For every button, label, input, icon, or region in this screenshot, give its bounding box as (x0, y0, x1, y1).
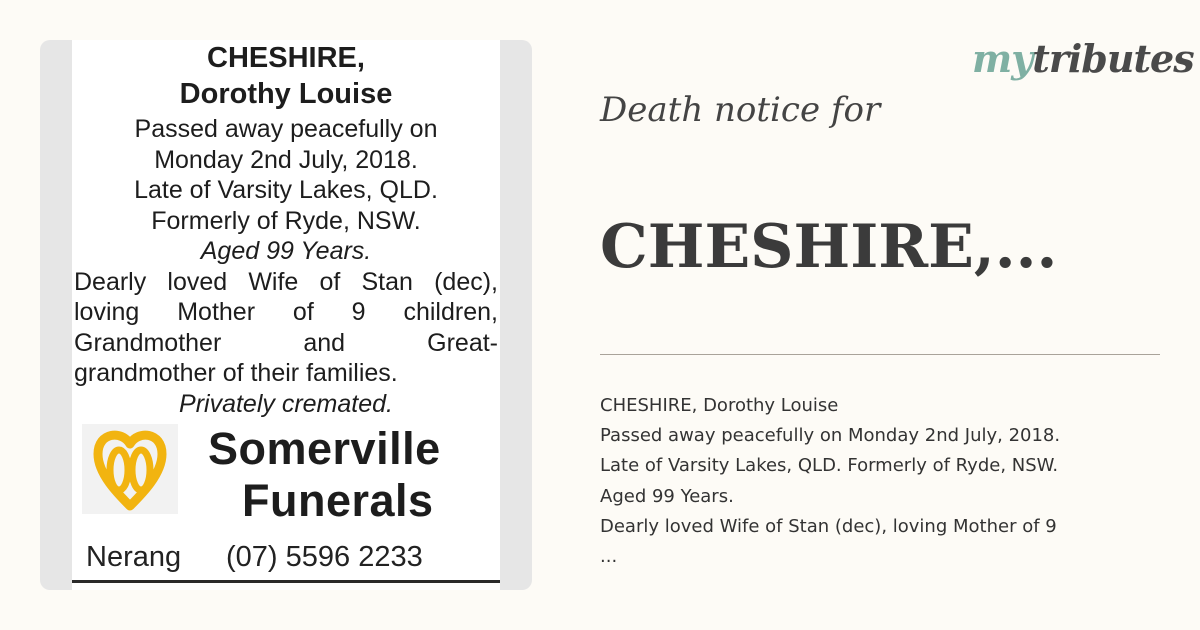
notice-line (74, 267, 498, 298)
notice-word: (dec), (434, 267, 498, 296)
funeral-home-contact (86, 540, 423, 574)
notice-excerpt (600, 391, 1180, 572)
excerpt-line: Passed away peacefully on Monday 2nd July, 2018. (600, 425, 1061, 447)
logo-my: my (972, 36, 1033, 81)
funeral-home-town: Nerang (86, 541, 182, 573)
notice-line: Formerly of Ryde, NSW. (151, 206, 421, 235)
notice-word: loved (167, 267, 228, 296)
notice-word: Dearly (74, 267, 147, 296)
heart-logo-icon (82, 424, 178, 514)
notice-surname: CHESHIRE, (207, 42, 365, 74)
notice-word: Mother (177, 298, 256, 326)
funeral-home-name: Somerville (208, 423, 441, 474)
death-notice-image (40, 40, 532, 590)
notice-word: children, (403, 298, 498, 326)
logo-tributes: tributes (1032, 36, 1194, 81)
excerpt-line: Aged 99 Years. (600, 485, 734, 507)
notice-line: Monday 2nd July, 2018. (154, 145, 418, 174)
mytributes-logo[interactable] (972, 36, 1194, 81)
notice-word: and (303, 328, 346, 357)
newspaper-clipping (72, 40, 500, 590)
notice-word: loving (74, 298, 140, 326)
excerpt-line: ... (600, 546, 618, 568)
divider (600, 354, 1160, 355)
notice-word: of (292, 298, 314, 326)
notice-word: of (319, 267, 341, 296)
excerpt-line: CHESHIRE, Dorothy Louise (600, 395, 839, 416)
notice-word: Grandmother (74, 328, 222, 357)
notice-bottom-rule (72, 580, 500, 583)
notice-line: Late of Varsity Lakes, QLD. (134, 176, 438, 204)
notice-line: grandmother of their families. (74, 359, 398, 387)
notice-word: 9 (351, 298, 366, 326)
notice-line (74, 328, 498, 359)
notice-line: Privately cremated. (179, 389, 393, 418)
notice-line (74, 297, 498, 328)
deceased-name-title: CHESHIRE,... (600, 212, 1058, 282)
notice-body (74, 114, 498, 419)
notice-word: Wife (248, 267, 299, 296)
funeral-home-phone: (07) 5596 2233 (226, 541, 423, 573)
excerpt-line: Late of Varsity Lakes, QLD. Formerly of Ryde, NSW. (600, 455, 1059, 477)
notice-word: Stan (361, 267, 413, 296)
notice-given-names: Dorothy Louise (179, 78, 393, 110)
excerpt-line: Dearly loved Wife of Stan (dec), loving Mother of 9 (600, 515, 1057, 537)
notice-line: Passed away peacefully on (134, 115, 438, 143)
notice-line: Aged 99 Years. (200, 237, 372, 265)
funeral-home-name: Funerals (242, 475, 434, 526)
page-heading: Death notice for (600, 90, 881, 130)
notice-word: Great- (427, 328, 498, 357)
